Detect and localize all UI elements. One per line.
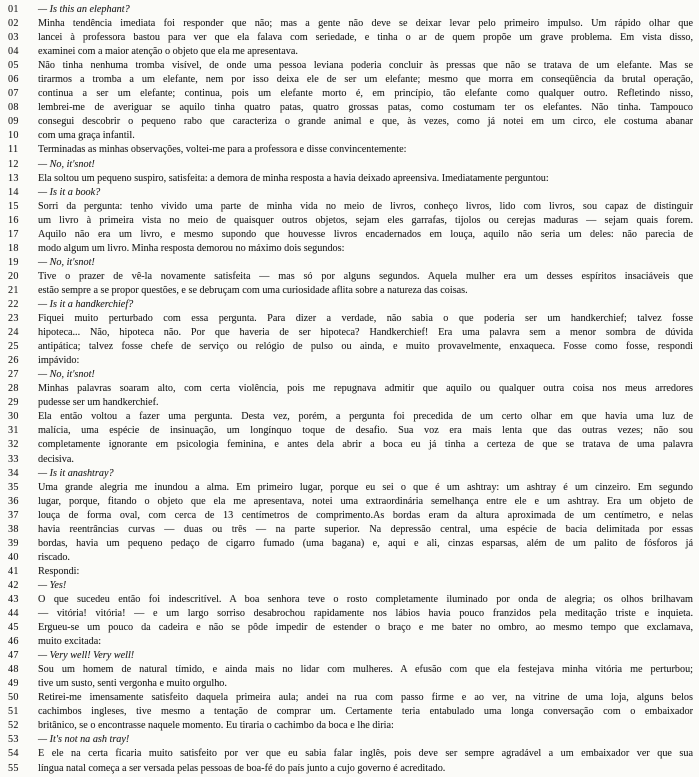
line-number: 36 <box>8 495 19 507</box>
line-number: 10 <box>8 130 19 142</box>
line-number: 13 <box>8 172 19 184</box>
line-text: estão sempre a se propor questões, e se debruçam com uma curiosidade aflita sobre a natureza das coisas. <box>38 284 468 296</box>
line-text: — Is it anashtray? <box>38 467 114 479</box>
text-line <box>8 579 693 593</box>
line-number: 39 <box>8 537 19 549</box>
line-number: 01 <box>8 4 19 15</box>
text-line <box>8 143 693 157</box>
text-line <box>8 453 693 467</box>
line-number: 48 <box>8 664 19 676</box>
line-text: — No, it'snot! <box>38 369 95 381</box>
text-line <box>8 649 693 663</box>
line-number: 54 <box>8 748 19 760</box>
line-number: 27 <box>8 369 19 381</box>
line-number: 17 <box>8 228 19 240</box>
text-line <box>8 31 693 45</box>
line-number: 34 <box>8 467 19 479</box>
line-text: — Is it a book? <box>38 186 101 198</box>
line-text: completamente ignorante em psicologia feminina, e antes dela abrir a boca eu já tinha a certeza de que se tratava de uma palavra <box>38 439 693 451</box>
line-text: Respondi: <box>38 565 80 577</box>
line-number: 31 <box>8 425 19 437</box>
line-text: — Very well! Very well! <box>38 650 135 662</box>
line-number: 40 <box>8 551 19 563</box>
text-line <box>8 551 693 565</box>
line-text: — No, it'snot! <box>38 256 95 268</box>
text-line <box>8 635 693 649</box>
line-text: Terminadas as minhas observações, voltei-me para a professora e disse convincentemente: <box>38 144 407 156</box>
text-line <box>8 242 693 256</box>
line-text: examinei com a maior atenção o objeto que ela me apresentava. <box>38 46 298 58</box>
line-text: — No, it'snot! <box>38 158 95 170</box>
text-line <box>8 340 693 354</box>
text-line <box>8 481 693 495</box>
line-number: 02 <box>8 18 19 30</box>
line-number: 52 <box>8 720 19 732</box>
text-line <box>8 705 693 719</box>
line-text: Sorri da pergunta: tenho vivido uma parte de minha vida no meio de livros, conheço livros, lido com livros, sou capaz de distinguir <box>38 200 693 212</box>
line-number: 38 <box>8 523 19 535</box>
line-number: 49 <box>8 678 19 690</box>
line-text: Fiquei muito perturbado com essa pergunta. Para dizer a verdade, não sabia o que poderia ser um handkerchief; talvez fosse <box>38 313 693 325</box>
line-text: bordas, havia um pequeno pedaço de cigarro fumado (uma bagana) e, aqui e ali, cinzas esparsas, além de um palito de fósforos já <box>38 537 693 549</box>
line-text: Minhas palavras soaram alto, com certa violência, pois me repugnava admitir que aquilo ou qualquer outra coisa nos meus arredores <box>38 383 693 395</box>
line-text: muito excitada: <box>38 636 102 648</box>
line-number: 46 <box>8 636 19 648</box>
line-text: riscado. <box>38 551 70 563</box>
line-text: um livro à primeira vista no meio de quaisquer outros objetos, sejam eles garrafas, tijolos ou cerejas maduras — sejam quais forem. <box>38 214 693 226</box>
line-number: 55 <box>8 762 19 774</box>
text-line <box>8 228 693 242</box>
text-line <box>8 256 693 270</box>
line-number: 21 <box>8 284 19 296</box>
line-number: 07 <box>8 88 19 100</box>
text-line <box>8 747 693 761</box>
text-line <box>8 691 693 705</box>
line-number: 45 <box>8 622 19 634</box>
text-line <box>8 438 693 452</box>
text-line <box>8 396 693 410</box>
line-text: O que sucedeu então foi indescritível. A boa senhora teve o rosto completamente iluminado por onda de alegria; os olhos brilhavam <box>38 593 693 605</box>
text-line <box>8 537 693 551</box>
text-line <box>8 101 693 115</box>
line-number: 15 <box>8 200 19 212</box>
line-number: 29 <box>8 397 19 409</box>
line-text: hipoteca... Não, hipoteca não. Por que haveria de ser hipoteca? Handkerchief! Era uma palavra sem a menor sombra de dúvida <box>38 327 693 339</box>
line-text: Ergueu-se um pouco da cadeira e não se pôde impedir de estender o braço e me bater no ombro, ao mesmo tempo que exclamava, <box>38 622 693 634</box>
line-number: 30 <box>8 411 19 423</box>
line-number: 47 <box>8 650 19 662</box>
line-number: 04 <box>8 46 19 58</box>
line-number: 25 <box>8 341 19 353</box>
line-text: tirarmos a tromba a um elefante, nem por isso deixa ele de ser um elefante; mesmo que morra em conseqüência da brutal operação, <box>38 74 693 86</box>
line-number: 08 <box>8 102 19 114</box>
line-text: lembrei-me de averiguar se aquilo tinha quatro patas, quatro grossas patas, como costumam ter os elefantes. Não tinha. Tampouco <box>38 102 693 114</box>
line-text: decisiva. <box>38 453 74 465</box>
text-line <box>8 45 693 59</box>
line-number: 26 <box>8 355 19 367</box>
line-text: — Is this an elephant? <box>38 4 130 15</box>
text-line <box>8 158 693 172</box>
line-number: 51 <box>8 706 19 718</box>
text-line <box>8 677 693 691</box>
line-number: 09 <box>8 116 19 128</box>
line-number: 16 <box>8 214 19 226</box>
line-text: havia reentrâncias curvas — duas ou três — na parte superior. Na depressão central, uma espécie de bacia delimitada por essas <box>38 523 693 535</box>
text-line <box>8 495 693 509</box>
line-text: antipática; talvez fosse chefe de serviço ou relógio de pulso ou ainda, e muito provavelmente, enxaqueca. Fosse como fosse, respondi <box>38 341 693 353</box>
text-line <box>8 3 693 17</box>
line-text: Aquilo não era um livro, e mesmo supondo que houvesse livros encadernados em louça, aquilo não seria um deles: não parecia de <box>38 228 693 240</box>
text-line <box>8 200 693 214</box>
text-line <box>8 17 693 31</box>
line-number: 41 <box>8 565 19 577</box>
text-line <box>8 87 693 101</box>
text-line <box>8 312 693 326</box>
line-number: 18 <box>8 242 19 254</box>
line-text: — It's not na ash tray! <box>38 734 130 746</box>
line-text: Ela então voltou a fazer uma pergunta. Desta vez, porém, a pergunta foi precedida de um certo olhar em que havia uma luz de <box>38 411 693 423</box>
text-line <box>8 270 693 284</box>
text-line <box>8 115 693 129</box>
line-number: 33 <box>8 453 19 465</box>
line-text: lugar, porque, fitando o objeto que ela me apresentava, notei uma extraordinária semelhança entre ele e um ashtray. Era um objeto de <box>38 495 693 507</box>
line-number: 19 <box>8 256 19 268</box>
line-text: Não tinha nenhuma tromba visível, de onde uma pessoa leviana poderia concluir às pressas que não se tratava de um elefante. Mas se <box>38 60 693 72</box>
text-line <box>8 214 693 228</box>
text-line <box>8 172 693 186</box>
text-line <box>8 719 693 733</box>
text-line <box>8 284 693 298</box>
line-text: Ela soltou um pequeno suspiro, satisfeita: a demora de minha resposta a havia deixado apreensiva. Imediatamente perguntou: <box>38 172 549 184</box>
text-line <box>8 607 693 621</box>
line-text: — Yes! <box>38 579 67 591</box>
line-number: 42 <box>8 579 19 591</box>
text-line <box>8 326 693 340</box>
line-text: Sou um homem de natural tímido, e ainda mais no lidar com mulheres. A efusão com que ela festejava minha vitória me perturbou; <box>38 664 693 676</box>
text-line <box>8 621 693 635</box>
line-text: Tive o prazer de vê-la novamente satisfeita — mas só por alguns segundos. Aquela mulher era um desses espíritos insaciáveis que <box>38 270 693 282</box>
text-line <box>8 368 693 382</box>
line-number: 12 <box>8 158 19 170</box>
line-text: continua a ser um elefante; continua, pois um elefante morto é, em princípio, tão elefante como qualquer outro. Refletindo nisso, <box>38 88 693 100</box>
line-text: impávido: <box>38 355 80 367</box>
text-line <box>8 762 693 776</box>
line-number: 20 <box>8 270 19 282</box>
text-line <box>8 733 693 747</box>
text-line <box>8 73 693 87</box>
line-number: 44 <box>8 608 19 620</box>
text-line <box>8 410 693 424</box>
line-text: com uma graça infantil. <box>38 130 135 142</box>
line-number: 53 <box>8 734 19 746</box>
text-line <box>8 298 693 312</box>
line-number: 24 <box>8 327 19 339</box>
line-number: 05 <box>8 60 19 72</box>
line-text: Minha tendência imediata foi responder que não; mas a gente não deve se deixar levar pelo primeiro impulso. Um rápido olhar que <box>38 18 693 30</box>
text-lines <box>8 3 693 776</box>
line-text: — Is it a handkerchief? <box>38 298 134 310</box>
text-line <box>8 523 693 537</box>
text-line <box>8 59 693 73</box>
line-text: língua natal começa a ser versada pelas pessoas de boa-fé do país junto a cujo governo é acreditado. <box>38 762 446 774</box>
line-number: 43 <box>8 593 19 605</box>
line-number: 14 <box>8 186 19 198</box>
line-number: 03 <box>8 32 19 44</box>
text-line <box>8 186 693 200</box>
text-line <box>8 509 693 523</box>
line-text: malícia, uma espécie de insinuação, um longínquo toque de desafio. Sua voz era mais lenta que das outras vezes; não sou <box>38 425 693 437</box>
line-number: 28 <box>8 383 19 395</box>
text-line <box>8 129 693 143</box>
text-line <box>8 354 693 368</box>
line-number: 06 <box>8 74 19 86</box>
line-number: 32 <box>8 439 19 451</box>
line-text: Retirei-me imensamente satisfeito daquela primeira aula; andei na rua com passo firme e ao ver, na vitrine de uma loja, alguns belos <box>38 692 693 704</box>
text-line <box>8 593 693 607</box>
text-line <box>8 565 693 579</box>
line-number: 11 <box>8 144 19 156</box>
line-number: 37 <box>8 509 19 521</box>
line-text: modo algum um livro. Minha resposta demorou no máximo dois segundos: <box>38 242 345 254</box>
text-line <box>8 663 693 677</box>
line-text: E ele na certa ficaria muito satisfeito por ver que eu sabia falar inglês, pois deve ser sempre agradável a um embaixador ver que sua <box>38 748 693 760</box>
line-number: 35 <box>8 481 19 493</box>
text-line <box>8 424 693 438</box>
line-text: Uma grande alegria me inundou a alma. Em primeiro lugar, porque eu sei o que é um ashtray: um ashtray é um cinzeiro. Em segundo <box>38 481 693 493</box>
line-text: consegui descobrir o pequeno rabo que caracteriza o grande animal e que, às vezes, como já notei em um circo, ele costuma abanar <box>38 116 693 128</box>
line-number: 22 <box>8 298 19 310</box>
line-number: 50 <box>8 692 19 704</box>
line-text: louça de forma oval, com cerca de 13 centímetros de comprimento.As bordas eram da altura aproximada de um centímetro, e nelas <box>38 509 693 521</box>
line-text: lancei à professora bastou para ver que ela falava com seriedade, e tinha o ar de quem propõe um grave problema. Em vista disso, <box>38 32 693 44</box>
text-line <box>8 467 693 481</box>
line-number: 23 <box>8 313 19 325</box>
text-line <box>8 382 693 396</box>
line-text: cachimbos ingleses, tive mesmo a tentação de comprar um. Certamente teria entabulado uma longa conversação com o embaixador <box>38 706 693 718</box>
line-text: tive um susto, senti vergonha e muito orgulho. <box>38 678 227 690</box>
line-text: britânico, se o encontrasse naquele momento. Eu tiraria o cachimbo da boca e lhe diria: <box>38 720 394 732</box>
line-text: — vitória! vitória! — e um largo sorriso desabrochou rapidamente nos lábios havia pouco franzidos pela meditação triste e inquieta. <box>38 608 693 620</box>
line-text: pudesse ser um handkerchief. <box>38 397 159 409</box>
